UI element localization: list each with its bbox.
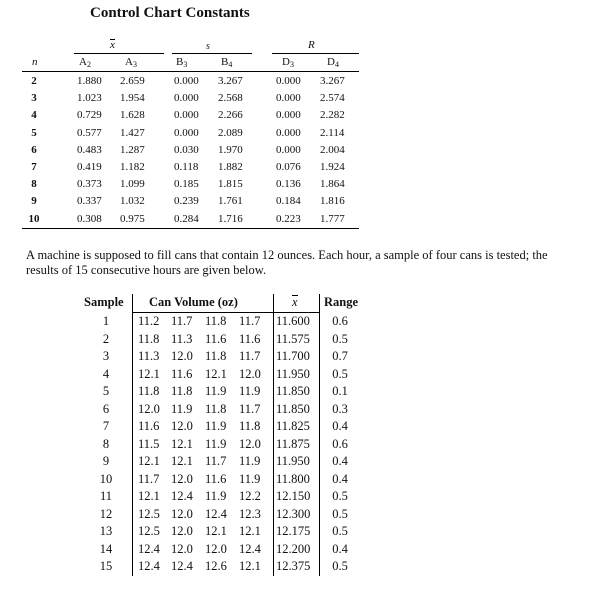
constants-cell-b3: 0.000: [174, 92, 199, 105]
can-volume-value: 11.5: [138, 436, 160, 451]
constants-cell-d4: 2.114: [320, 126, 345, 139]
constants-cell-a2: 0.419: [77, 161, 102, 173]
constants-cell-n: 9: [31, 195, 37, 208]
constants-cell-b3: 0.030: [174, 143, 199, 156]
constants-cell-a2: 0.308: [77, 212, 102, 225]
can-volume-value: 11.9: [205, 489, 227, 503]
constants-cell-b4: 1.970: [218, 143, 243, 156]
constants-cell-n: 3: [31, 92, 37, 105]
sample-range-value: 0.1: [332, 384, 348, 398]
can-volume-value: 12.1: [171, 454, 193, 468]
sample-range-value: 0.4: [332, 454, 348, 468]
sample-mean-value: 11.575: [276, 331, 310, 346]
can-volume-value: 12.0: [171, 419, 193, 433]
sample-mean-value: 11.850: [276, 384, 310, 398]
can-volume-value: 12.0: [239, 366, 261, 381]
sample-mean-value: 12.300: [276, 506, 311, 521]
can-volume-value: 12.4: [171, 489, 193, 503]
sample-number: 1: [102, 314, 110, 328]
can-volume-value: 12.1: [138, 489, 160, 503]
constants-cell-n: 2: [31, 75, 37, 87]
constants-cell-d4: 1.777: [320, 212, 345, 225]
can-volume-value: 11.7: [171, 314, 193, 328]
constants-cell-a3: 1.287: [120, 143, 145, 156]
col-header-b4: $B_4$: [221, 56, 233, 69]
constants-cell-a3: 0.975: [120, 212, 145, 225]
constants-cell-d4: 2.004: [320, 143, 345, 156]
constants-cell-a2: 0.373: [77, 178, 102, 191]
constants-cell-b4: 2.266: [218, 109, 243, 122]
constants-cell-d3: 0.000: [276, 92, 301, 105]
sample-number: 7: [102, 419, 110, 433]
can-volume-value: 12.4: [138, 541, 160, 556]
constants-cell-a2: 0.577: [77, 126, 102, 139]
sample-mean-value: 11.600: [276, 314, 310, 328]
constants-cell-d3: 0.000: [276, 109, 301, 122]
header-range: Range: [324, 295, 359, 309]
can-volume-value: 11.8: [239, 419, 261, 433]
sample-number: 13: [99, 524, 113, 538]
constants-cell-n: 5: [31, 126, 37, 139]
page-title: Control Chart Constants: [90, 5, 250, 21]
group-header-r: R: [308, 39, 315, 51]
constants-cell-a3: 1.182: [120, 161, 145, 173]
sample-mean-value: 12.150: [276, 489, 311, 503]
constants-cell-n: 4: [31, 109, 37, 122]
constants-cell-a3: 1.628: [120, 109, 145, 122]
can-volume-value: 11.9: [239, 471, 261, 486]
sample-range-value: 0.5: [332, 524, 348, 538]
constants-cell-d3: 0.000: [276, 126, 301, 139]
can-volume-value: 11.8: [205, 314, 227, 328]
constants-cell-b3: 0.000: [174, 109, 199, 122]
can-volume-value: 12.4: [239, 541, 261, 556]
constants-cell-a2: 0.729: [77, 109, 102, 122]
can-volume-value: 11.7: [239, 349, 261, 363]
sample-number: 5: [102, 384, 110, 398]
sample-number: 2: [102, 331, 110, 346]
sample-mean-value: 11.825: [276, 419, 310, 433]
can-volume-value: 12.5: [138, 506, 160, 521]
can-volume-value: 11.7: [239, 314, 261, 328]
sample-number: 11: [99, 489, 113, 503]
constants-cell-d4: 2.282: [320, 109, 345, 122]
constants-cell-n: 7: [31, 161, 37, 173]
can-volume-value: 11.8: [205, 401, 227, 416]
sample-range-value: 0.6: [332, 314, 348, 328]
sample-range-value: 0.7: [332, 349, 348, 363]
constants-cell-d4: 1.816: [320, 195, 345, 208]
constants-cell-a2: 1.023: [77, 92, 102, 105]
constants-cell-a3: 1.032: [120, 195, 145, 208]
can-volume-value: 12.6: [205, 559, 227, 573]
constants-cell-d3: 0.076: [276, 161, 301, 173]
constants-cell-n: 6: [31, 143, 37, 156]
col-header-n: n: [32, 56, 38, 68]
constants-cell-b4: 1.882: [218, 161, 243, 173]
can-volume-value: 12.4: [171, 559, 193, 573]
can-volume-value: 11.9: [205, 436, 227, 451]
constants-cell-a2: 1.880: [77, 75, 102, 87]
sample-data-table: [84, 294, 368, 576]
constants-cell-d3: 0.136: [276, 178, 301, 191]
sample-number: 4: [102, 366, 110, 381]
constants-cell-n: 10: [28, 212, 40, 225]
sample-number: 6: [102, 401, 110, 416]
constants-cell-b4: 1.815: [218, 178, 243, 191]
constants-cell-d3: 0.000: [276, 75, 301, 87]
constants-cell-a3: 1.427: [120, 126, 145, 139]
can-volume-value: 11.3: [171, 331, 193, 346]
constants-cell-a3: 2.659: [120, 75, 145, 87]
constants-cell-b4: 1.761: [218, 195, 243, 208]
can-volume-value: 12.4: [138, 559, 160, 573]
col-header-a3: $A_3$: [125, 56, 137, 69]
sample-range-value: 0.3: [332, 401, 348, 416]
constants-cell-d3: 0.000: [276, 143, 301, 156]
sample-mean-value: 11.875: [276, 436, 310, 451]
sample-mean-value: 12.175: [276, 524, 311, 538]
constants-cell-b3: 0.000: [174, 75, 199, 87]
sample-range-value: 0.6: [332, 436, 348, 451]
constants-cell-b4: 2.568: [218, 92, 243, 105]
col-header-d3: $D_3$: [282, 56, 294, 69]
can-volume-value: 12.0: [239, 436, 261, 451]
constants-cell-b3: 0.239: [174, 195, 199, 208]
constants-cell-d4: 1.864: [320, 178, 345, 191]
sample-mean-value: 11.850: [276, 401, 310, 416]
can-volume-value: 11.9: [239, 384, 261, 398]
constants-cell-d3: 0.223: [276, 212, 301, 225]
can-volume-value: 11.7: [239, 401, 261, 416]
sample-mean-value: 12.375: [276, 559, 311, 573]
group-header-s: s: [206, 41, 210, 52]
constants-cell-a2: 0.483: [77, 143, 102, 156]
constants-cell-d4: 1.924: [320, 161, 345, 173]
sample-range-value: 0.5: [332, 559, 348, 573]
sample-number: 3: [102, 349, 110, 363]
can-volume-value: 12.5: [138, 524, 160, 538]
sample-range-value: 0.5: [332, 331, 348, 346]
sample-mean-value: 11.950: [276, 366, 310, 381]
sample-number: 14: [99, 541, 113, 556]
can-volume-value: 12.0: [171, 506, 193, 521]
can-volume-value: 11.9: [239, 454, 261, 468]
can-volume-value: 12.4: [205, 506, 227, 521]
header-sample: Sample: [84, 295, 124, 309]
group-header-xbar: x: [110, 39, 115, 51]
col-header-b3: $B_3$: [176, 56, 188, 69]
can-volume-value: 12.3: [239, 506, 261, 521]
sample-mean-value: 11.950: [276, 454, 310, 468]
can-volume-value: 11.3: [138, 349, 160, 363]
can-volume-value: 12.0: [138, 401, 160, 416]
constants-cell-b4: 1.716: [218, 212, 243, 225]
can-volume-value: 12.0: [205, 541, 227, 556]
can-volume-value: 11.8: [205, 349, 227, 363]
constants-cell-a3: 1.099: [120, 178, 145, 191]
can-volume-value: 11.8: [171, 384, 193, 398]
constants-cell-a3: 1.954: [120, 92, 145, 105]
sample-number: 9: [102, 454, 110, 468]
can-volume-value: 11.7: [138, 471, 160, 486]
can-volume-value: 12.0: [171, 524, 193, 538]
sample-range-value: 0.4: [332, 541, 348, 556]
can-volume-value: 12.1: [239, 559, 261, 573]
can-volume-value: 11.6: [205, 471, 227, 486]
can-volume-value: 11.9: [205, 419, 227, 433]
col-header-a2: $A_2$: [79, 56, 91, 69]
sample-range-value: 0.5: [332, 489, 348, 503]
sample-range-value: 0.4: [332, 419, 348, 433]
constants-cell-n: 8: [31, 178, 37, 191]
constants-cell-b4: 2.089: [218, 126, 243, 139]
constants-cell-d4: 2.574: [320, 92, 345, 105]
can-volume-value: 12.0: [171, 541, 193, 556]
can-volume-value: 11.6: [171, 366, 193, 381]
constants-cell-b3: 0.000: [174, 126, 199, 139]
can-volume-value: 11.6: [205, 331, 227, 346]
constants-cell-a2: 0.337: [77, 195, 102, 208]
constants-cell-d3: 0.184: [276, 195, 301, 208]
sample-range-value: 0.4: [332, 471, 348, 486]
sample-number: 8: [102, 436, 110, 451]
can-volume-value: 12.1: [138, 366, 160, 381]
constants-cell-b3: 0.185: [174, 178, 199, 191]
col-header-d4: $D_4$: [327, 56, 339, 69]
control-chart-constants-table: [22, 38, 359, 229]
can-volume-value: 11.9: [205, 384, 227, 398]
can-volume-value: 12.1: [205, 524, 227, 538]
sample-range-value: 0.5: [332, 366, 348, 381]
can-volume-value: 11.7: [205, 454, 227, 468]
can-volume-value: 12.1: [138, 454, 160, 468]
can-volume-value: 12.1: [171, 436, 193, 451]
constants-cell-b4: 3.267: [218, 75, 243, 87]
sample-mean-value: 12.200: [276, 541, 311, 556]
can-volume-value: 11.2: [138, 314, 160, 328]
can-volume-value: 12.1: [239, 524, 261, 538]
can-volume-value: 12.1: [205, 366, 227, 381]
problem-paragraph: A machine is supposed to fill cans that contain 12 ounces. Each hour, a sample of four cans is tested; the results of 15 consecutive hours are given below.: [26, 248, 548, 277]
can-volume-value: 11.6: [239, 331, 261, 346]
can-volume-value: 11.6: [138, 419, 160, 433]
sample-mean-value: 11.800: [276, 471, 310, 486]
can-volume-value: 11.9: [171, 401, 193, 416]
can-volume-value: 11.8: [138, 331, 160, 346]
constants-cell-b3: 0.118: [174, 161, 199, 173]
constants-cell-b3: 0.284: [174, 212, 199, 225]
constants-cell-d4: 3.267: [320, 75, 345, 87]
sample-number: 10: [99, 471, 113, 486]
can-volume-value: 12.0: [171, 349, 193, 363]
sample-number: 12: [99, 506, 113, 521]
sample-range-value: 0.5: [332, 506, 348, 521]
can-volume-value: 11.8: [138, 384, 160, 398]
can-volume-value: 12.2: [239, 489, 261, 503]
header-can-volume: Can Volume (oz): [149, 295, 238, 309]
header-xbar: x: [292, 295, 298, 309]
can-volume-value: 12.0: [171, 471, 193, 486]
sample-number: 15: [99, 559, 113, 573]
sample-mean-value: 11.700: [276, 349, 310, 363]
